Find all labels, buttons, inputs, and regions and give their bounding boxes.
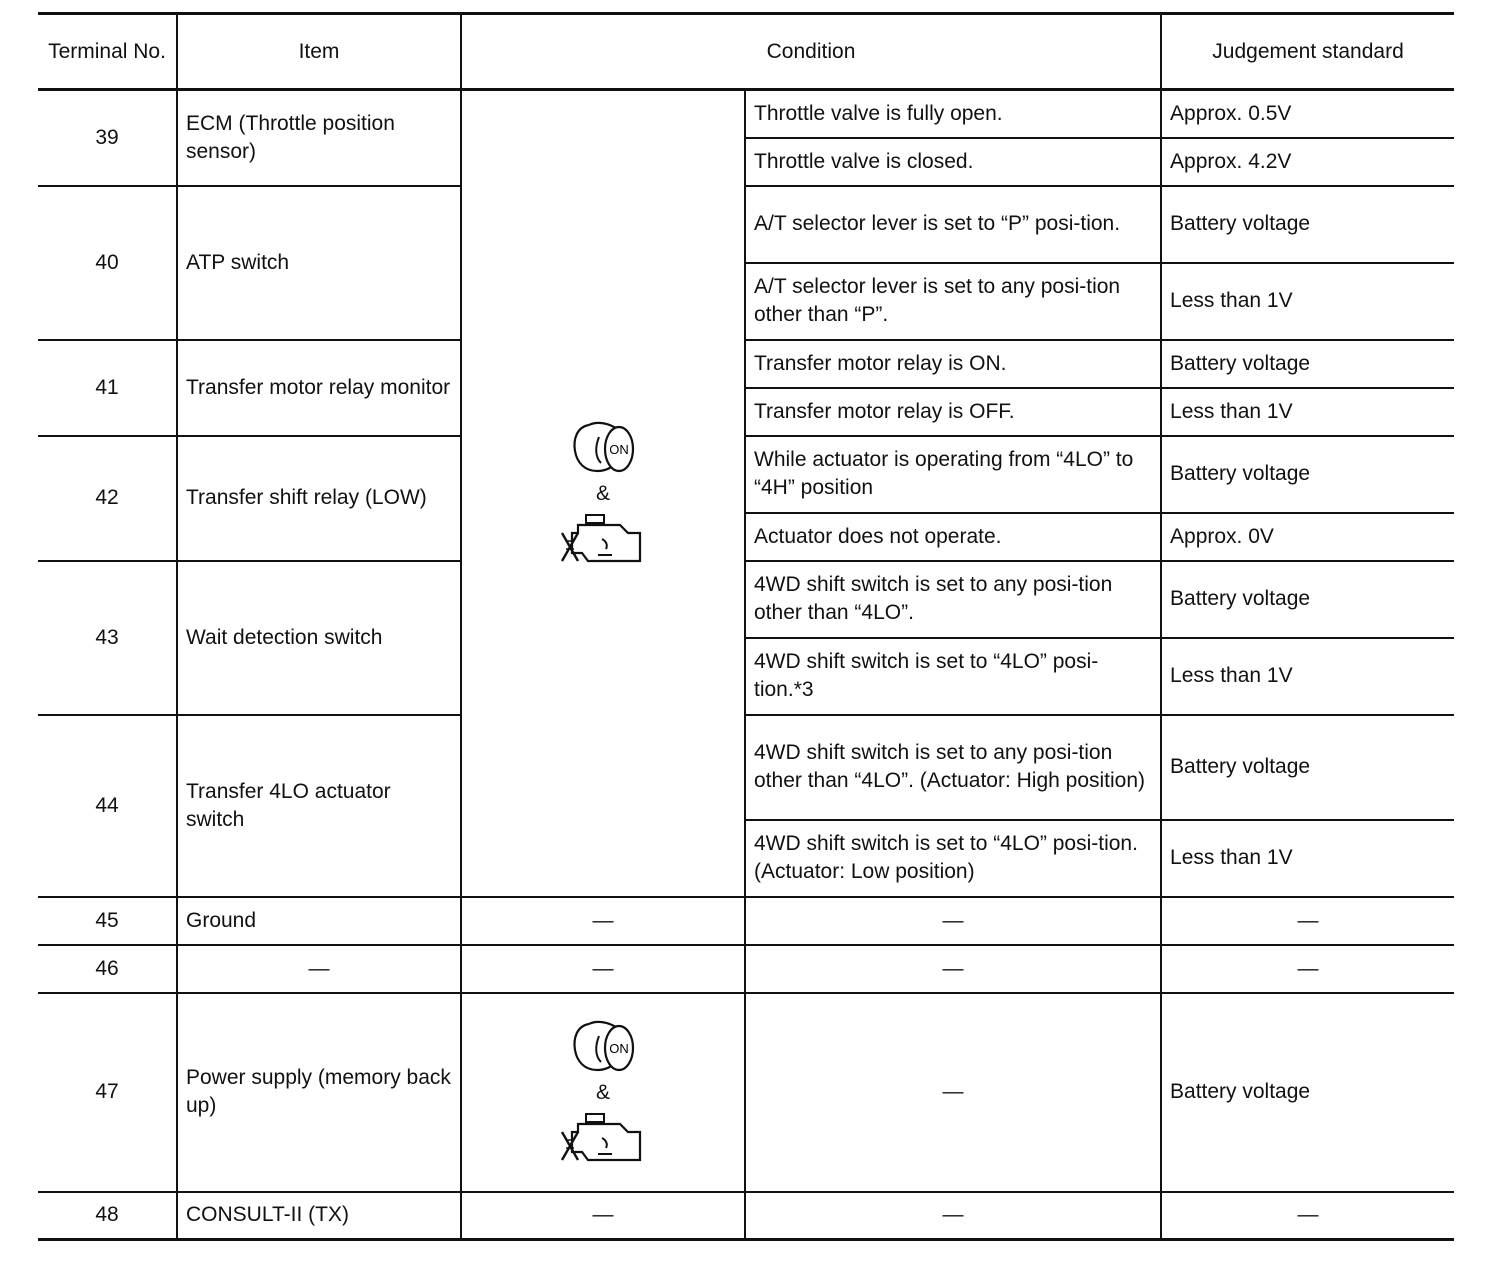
judgement-value: —: [1161, 1192, 1454, 1240]
terminal-no: 48: [38, 1192, 177, 1240]
engine-stopped-icon: [558, 1108, 648, 1168]
table-row: [38, 436, 1454, 513]
key-label: ON: [609, 442, 629, 458]
table-row: [38, 340, 1454, 388]
condition-text: Throttle valve is closed.: [745, 138, 1161, 186]
table-row: [38, 993, 1454, 1192]
ampersand: &: [595, 1081, 610, 1104]
condition-text: Transfer motor relay is OFF.: [745, 388, 1161, 436]
condition-text: 4WD shift switch is set to “4LO” posi-tion.*3: [745, 638, 1161, 715]
table-row: [38, 897, 1454, 945]
judgement-value: Battery voltage: [1161, 561, 1454, 638]
table-row: [38, 186, 1454, 263]
condition-text: A/T selector lever is set to any posi-tion other than “P”.: [745, 263, 1161, 340]
judgement-value: Approx. 0V: [1161, 513, 1454, 561]
ignition-switch-on-icon: [567, 417, 639, 479]
symbol-dash: —: [461, 1192, 745, 1240]
header-terminal-no: Terminal No.: [38, 14, 177, 90]
condition-text: A/T selector lever is set to “P” posi-tion.: [745, 186, 1161, 263]
terminal-no: 41: [38, 340, 177, 436]
judgement-value: Less than 1V: [1161, 263, 1454, 340]
symbol-dash: —: [461, 945, 745, 993]
judgement-value: Battery voltage: [1161, 436, 1454, 513]
judgement-value: —: [1161, 945, 1454, 993]
judgement-value: Less than 1V: [1161, 820, 1454, 897]
terminal-no: 42: [38, 436, 177, 561]
terminal-no: 47: [38, 993, 177, 1192]
condition-text: —: [745, 993, 1161, 1192]
terminal-no: 46: [38, 945, 177, 993]
condition-text: —: [745, 897, 1161, 945]
judgement-value: —: [1161, 897, 1454, 945]
condition-text: 4WD shift switch is set to “4LO” posi-tion. (Actuator: Low position): [745, 820, 1161, 897]
terminal-table: [38, 12, 1454, 1241]
table-header-row: [38, 14, 1454, 90]
judgement-value: Battery voltage: [1161, 715, 1454, 820]
condition-text: Actuator does not operate.: [745, 513, 1161, 561]
item-name: Ground: [177, 897, 461, 945]
engine-stopped-icon: [558, 509, 648, 569]
condition-text: —: [745, 1192, 1161, 1240]
header-item: Item: [177, 14, 461, 90]
ignition-switch-on-icon: [567, 1016, 639, 1078]
judgement-value: Battery voltage: [1161, 993, 1454, 1192]
table-row: [38, 90, 1454, 138]
ignition-condition-symbol: [461, 993, 745, 1192]
condition-text: While actuator is operating from “4LO” to “4H” position: [745, 436, 1161, 513]
header-judgement-standard: Judgement standard: [1161, 14, 1454, 90]
table-row: [38, 715, 1454, 820]
table-row: [38, 1192, 1454, 1240]
judgement-value: Approx. 0.5V: [1161, 90, 1454, 138]
terminal-no: 45: [38, 897, 177, 945]
judgement-value: Approx. 4.2V: [1161, 138, 1454, 186]
item-name: Power supply (memory back up): [177, 993, 461, 1192]
terminal-no: 43: [38, 561, 177, 715]
item-name: Wait detection switch: [177, 561, 461, 715]
judgement-value: Less than 1V: [1161, 638, 1454, 715]
item-name: Transfer 4LO actuator switch: [177, 715, 461, 897]
ignition-condition-symbol: [461, 90, 745, 897]
condition-text: 4WD shift switch is set to any posi-tion other than “4LO”.: [745, 561, 1161, 638]
key-label: ON: [609, 1041, 629, 1056]
header-condition: Condition: [461, 14, 1161, 90]
judgement-value: Less than 1V: [1161, 388, 1454, 436]
condition-text: 4WD shift switch is set to any posi-tion other than “4LO”. (Actuator: High position): [745, 715, 1161, 820]
item-name: ATP switch: [177, 186, 461, 340]
condition-text: Throttle valve is fully open.: [745, 90, 1161, 138]
condition-text: —: [745, 945, 1161, 993]
terminal-no: 44: [38, 715, 177, 897]
judgement-value: Battery voltage: [1161, 186, 1454, 263]
item-name: ECM (Throttle position sensor): [177, 90, 461, 186]
table-row: [38, 561, 1454, 638]
terminal-no: 39: [38, 90, 177, 186]
table-row: [38, 945, 1454, 993]
item-name: —: [177, 945, 461, 993]
ampersand: &: [595, 482, 610, 506]
judgement-value: Battery voltage: [1161, 340, 1454, 388]
symbol-dash: —: [461, 897, 745, 945]
item-name: Transfer shift relay (LOW): [177, 436, 461, 561]
item-name: Transfer motor relay monitor: [177, 340, 461, 436]
item-name: CONSULT-II (TX): [177, 1192, 461, 1240]
condition-text: Transfer motor relay is ON.: [745, 340, 1161, 388]
terminal-no: 40: [38, 186, 177, 340]
